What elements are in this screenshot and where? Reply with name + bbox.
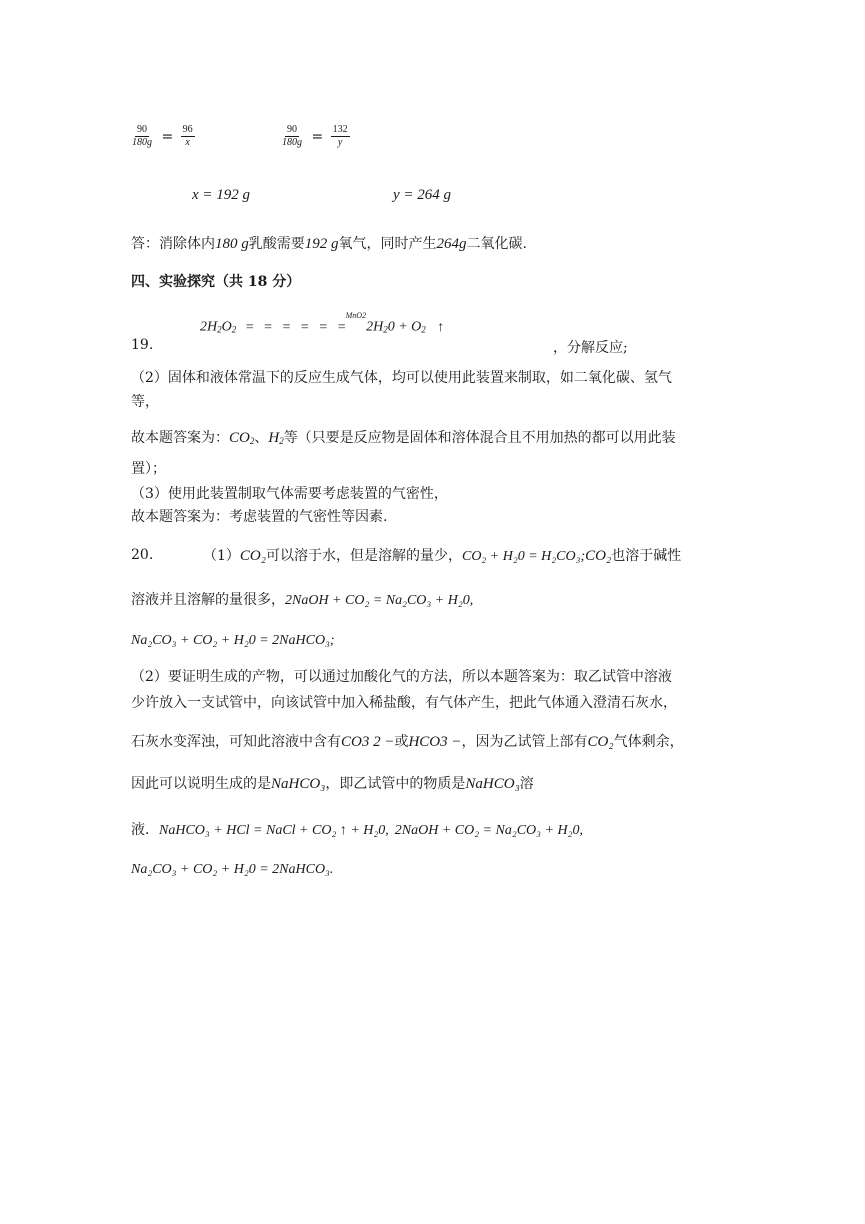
- q20-line1: （1）CO₂可以溶于水，但是溶解的量少，CO₂ + H₂0 = H₂CO₃;CO₂也溶于碱性: [203, 548, 682, 564]
- result-y: y = 264 g: [393, 187, 452, 203]
- q20-line4: （2）要证明生成的产物，可以通过加酸化气的方法，所以本题答案为：取乙试管中溶液: [131, 669, 672, 685]
- fraction: $\frac{96}{x}$: [182, 124, 193, 148]
- q20-line5: 少许放入一支试管中，向该试管中加入稀盐酸，有气体产生，把此气体通入澄清石灰水，: [131, 695, 677, 711]
- q20-number: 20.: [131, 547, 154, 563]
- q19-answer-cont: 置）；: [131, 461, 166, 477]
- fraction: $\frac{90}{180g}$: [282, 124, 302, 148]
- q19-tail: ，分解反应;: [553, 340, 628, 356]
- q20-line8: 液．NaHCO₃ + HCl = NaCl + CO₂ ↑ + H₂0, 2NaOH + CO₂ = Na₂CO₃ + H₂0,: [131, 822, 583, 838]
- q19-equation: $2H_2O_2$ = = = = = $=^{MnO2}2H_20 + O_2$ ↑: [200, 311, 445, 335]
- answer-line: 答：消除体内180 g乳酸需要192 g氧气，同时产生264g二氧化碳.: [131, 236, 527, 252]
- fraction-equation-y: $\frac{90}{180g}$ = $\frac{132}{y}$: [282, 124, 348, 148]
- q19-number: 19.: [131, 337, 154, 353]
- fraction: $\frac{90}{180g}$: [132, 124, 152, 148]
- q19-answer-line: 故本题答案为：$CO_2$、$H_2$等（只要是反应物是固体和溶体混合且不用加热的都可以用此装: [131, 430, 676, 446]
- q19-part2: （2）固体和液体常温下的反应生成气体，均可以使用此装置来制取，如二氧化碳、氢气: [131, 370, 672, 386]
- q19-part2-cont: 等，: [131, 394, 159, 410]
- q20-line6: 石灰水变浑浊，可知此溶液中含有CO3 2 −或HCO3 −，因为乙试管上部有CO₂气体剩余，: [131, 734, 684, 750]
- fraction-equation-x: $\frac{90}{180g}$ = $\frac{96}{x}$: [132, 124, 193, 148]
- q19-part3: （3）使用此装置制取气体需要考虑装置的气密性，: [131, 486, 448, 502]
- q20-line9: Na₂CO₃ + CO₂ + H₂0 = 2NaHCO₃.: [131, 862, 334, 877]
- result-x: x = 192 g: [192, 187, 251, 203]
- q19-part3-answer: 故本题答案为：考虑装置的气密性等因素.: [131, 509, 388, 525]
- q20-line2: 溶液并且溶解的量很多，2NaOH + CO₂ = Na₂CO₃ + H₂0,: [131, 592, 474, 608]
- q20-line3: Na₂CO₃ + CO₂ + H₂0 = 2NaHCO₃;: [131, 633, 335, 648]
- section-title: 四、实验探究（共 18 分）: [131, 274, 301, 290]
- q20-line7: 因此可以说明生成的是NaHCO₃，即乙试管中的物质是NaHCO₃溶: [131, 776, 534, 792]
- fraction: $\frac{132}{y}$: [332, 124, 348, 148]
